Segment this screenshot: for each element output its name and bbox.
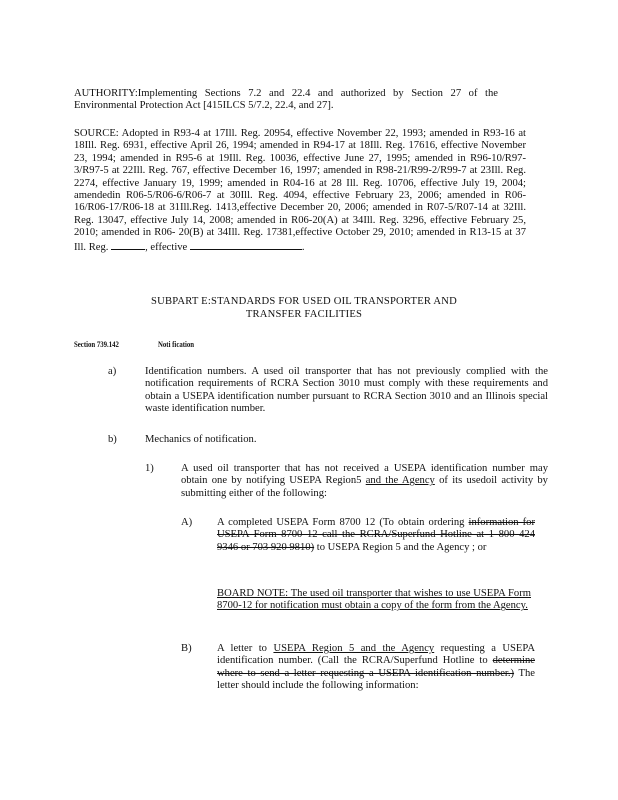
section-title: Noti fication bbox=[158, 340, 195, 349]
item-B-text-a: A letter to bbox=[217, 643, 267, 654]
item-B-paragraph bbox=[217, 643, 535, 693]
item-B-marker: B) bbox=[181, 643, 192, 654]
item-A-struck-text: information for USEPA Form 8700 12 call the RCRA/Superfund Hotline at 1 800 424 9346 or 703 920 9810) bbox=[217, 517, 535, 553]
item-a-text: Identification numbers. A used oil transporter that has not previously complied with the notification requirements of RCRA Section 3010 must comply with these requirements and obtain a USEPA identification number pursuant to RCRA Section 3010 and an Illinois special waste identification number. bbox=[145, 366, 548, 415]
authority-text: AUTHORITY:Implementing Sections 7.2 and 22.4 and authorized by Section 27 of the Environmental Protection Act [415ILCS 5/7.2, 22.4, and 27]. bbox=[74, 88, 498, 112]
item-B-text-c: The letter should include the following information: bbox=[217, 667, 535, 692]
subpart-heading-line2: TRANSFER FACILITIES bbox=[245, 309, 363, 320]
item-1-paragraph bbox=[181, 463, 548, 500]
item-b-text: Mechanics of notification. bbox=[145, 434, 257, 445]
item-A-paragraph bbox=[217, 517, 535, 554]
item-1-text-b: of its usedoil activity by submitting either of the following: bbox=[181, 475, 548, 499]
source-tail-effective: effective bbox=[150, 241, 188, 253]
source-text: SOURCE: Adopted in R93-4 at 17Ill. Reg. 20954, effective November 22, 1993; amended in R93-16 at 18Ill. Reg. 6931, effective April 26, 1994; amended in R94-17 at 18Ill. Reg. 17616, effective November 23, 1994; amended in R95-6 at 19Ill. Reg. 10036, effective June 27, 1995; amended in R96-10/R97-3/R97-5 at 22Ill. Reg. 767, effective December 16, 1997; amended in R98-21/R99-2/R99-7 at 23Ill. Reg. 2274, effective January 19, 1999; amended in R04-16 at 28 Ill. Reg. 10706, effective July 19, 2004; amendedin R06-5/R06-6/R06-7 at 30Ill. Reg. 4094, effective February 23, 2006; amended in R06-16/R06-17/R06-18 at 31Ill.Reg. 1413,effective December 20, 2006; amended in R07-5/R07-14 at 32Ill. Reg. 13047, effective July 14, 2008; amended in R06-20(A) at 34Ill. Reg. 3296, effective February 25, 2010; amended in R06- 20(B) at 34Ill. Reg. 17381,effective October 29, 2010; amended in R13-15 at 37 Ill. Reg. bbox=[74, 128, 526, 253]
board-note bbox=[217, 588, 531, 613]
item-1-marker: 1) bbox=[145, 463, 154, 474]
board-note-text: BOARD NOTE: The used oil transporter that wishes to use USEPA Form 8700-12 for notification must obtain a copy of the form from the Agency. bbox=[217, 588, 531, 612]
item-b-marker: b) bbox=[108, 434, 117, 445]
item-B-text-b: requesting a USEPA identification number. (Call the RCRA/Superfund Hotline to bbox=[217, 643, 535, 667]
item-a-marker: a) bbox=[108, 366, 117, 377]
subpart-heading-line1: SUBPART E:STANDARDS FOR USED OIL TRANSPORTER AND bbox=[151, 296, 457, 307]
subpart-heading bbox=[104, 295, 504, 321]
effective-date-blank bbox=[190, 240, 302, 250]
item-B-struck-text: determine where to send a letter requesting a USEPA identification number.) bbox=[217, 655, 535, 679]
item-1-inserted-text: and the Agency bbox=[365, 475, 435, 487]
item-a-paragraph bbox=[145, 366, 548, 416]
source-tail-period: . bbox=[301, 241, 305, 253]
section-number: Section 739.142 bbox=[74, 340, 119, 349]
item-b-paragraph bbox=[145, 434, 445, 446]
authority-paragraph bbox=[74, 88, 498, 113]
item-A-text-a: A completed USEPA Form 8700 12 (To obtain ordering bbox=[217, 517, 465, 528]
item-A-marker: A) bbox=[181, 517, 193, 528]
item-B-inserted-text: USEPA Region 5 and the Agency bbox=[273, 643, 435, 654]
source-tail-comma: , bbox=[145, 241, 148, 253]
item-A-text-b: to USEPA Region 5 and the Agency ; or bbox=[316, 541, 487, 553]
item-1-text-a: A used oil transporter that has not received a USEPA identification number may obtain one by notifying USEPA Region5 bbox=[181, 463, 548, 487]
source-paragraph bbox=[74, 128, 526, 254]
register-page-blank bbox=[111, 240, 145, 250]
